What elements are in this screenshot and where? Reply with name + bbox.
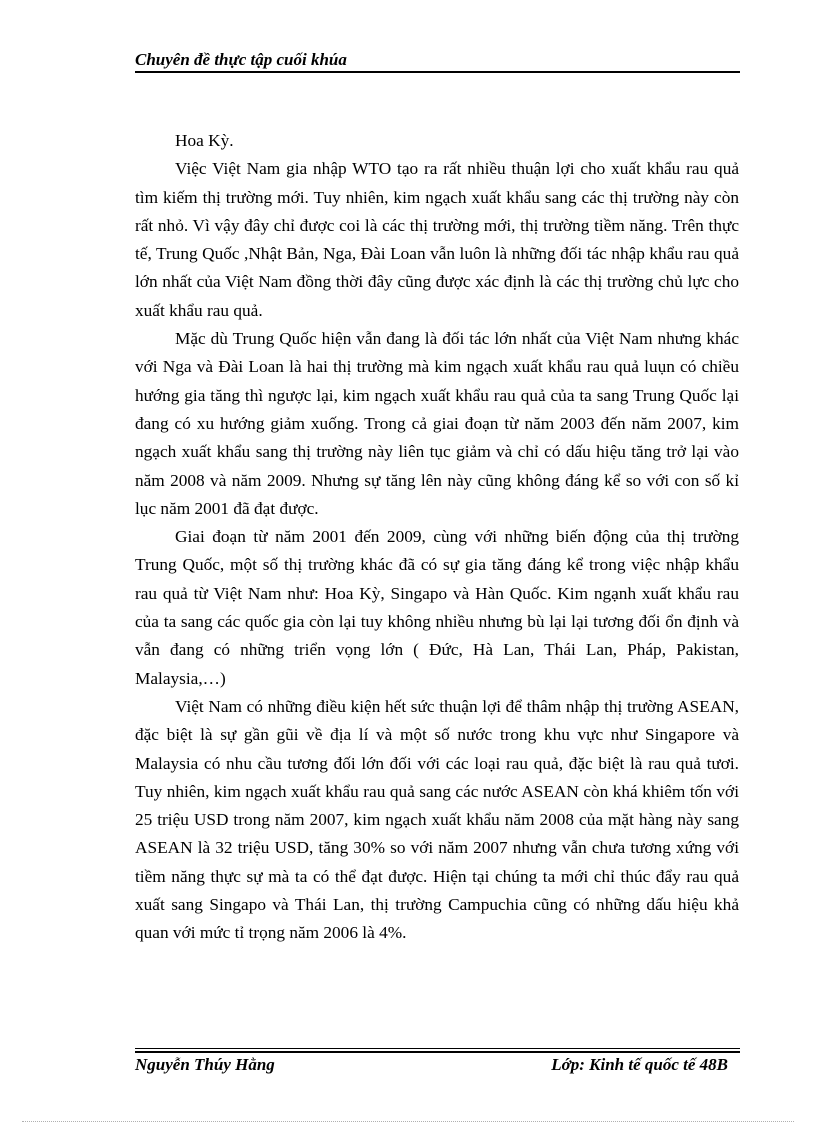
footer-class: Lớp: Kinh tế quốc tế 48B (551, 1055, 728, 1074)
page-edge (22, 1121, 794, 1122)
document-body (135, 127, 739, 948)
footer-rule (135, 1048, 740, 1049)
paragraph: Giai đoạn từ năm 2001 đến 2009, cùng với những biến động của thị trường Trung Quốc, một số thị trường khác đã có sự gia tăng đáng kể trong việc nhập khẩu rau quả từ Việt Nam như: Hoa Kỳ, Singapo và Hàn Quốc. Kim ngạnh xuất khẩu rau của ta sang các quốc gia còn lại tuy không nhiều nhưng bù lại lại tương đối ổn định và vẫn đang có những triển vọng lớn ( Đức, Hà Lan, Thái Lan, Pháp, Pakistan, Malaysia,…) (135, 527, 739, 688)
page-header (135, 50, 740, 72)
page-header-title: Chuyên đề thực tập cuối khúa (135, 50, 347, 69)
paragraph: Việc Việt Nam gia nhập WTO tạo ra rất nhiều thuận lợi cho xuất khẩu rau quả tìm kiếm thị trường mới. Tuy nhiên, kim ngạch xuất khẩu sang các thị trường này còn rất nhỏ. Vì vậy đây chỉ được coi là các thị trường mới, thị trường tiềm năng. Trên thực tế, Trung Quốc ,Nhật Bản, Nga, Đài Loan vẫn luôn là những đối tác nhập khẩu rau quả lớn nhất của Việt Nam đồng thời đây cũng được xác định là các thị trường chủ lực cho xuất khẩu rau quả. (135, 159, 739, 320)
header-rule (135, 71, 740, 73)
paragraph: Mặc dù Trung Quốc hiện vẫn đang là đối tác lớn nhất của Việt Nam nhưng khác với Nga và Đài Loan là hai thị trường mà kim ngạch xuất khẩu rau quả luụn có chiều hướng gia tăng thì ngược lại, kim ngạch xuất khẩu rau quả của ta sang Trung Quốc lại đang có xu hướng giảm xuống. Trong cả giai đoạn từ năm 2003 đến năm 2007, kim ngạch xuất khẩu sang thị trường này liên tục giảm và chỉ có dấu hiệu tăng trở lại vào năm 2008 và năm 2009. Nhưng sự tăng lên này cũng không đáng kể so với con số kỉ lục năm 2001 đã đạt được. (135, 329, 739, 518)
footer-rule (135, 1051, 740, 1053)
paragraph: Việt Nam có những điều kiện hết sức thuận lợi để thâm nhập thị trường ASEAN, đặc biệt là sự gần gũi về địa lí và một số nước trong khu vực như Singapore và Malaysia có nhu cầu tương đối lớn đối với các loại rau quả, đặc biệt là rau quả tươi. Tuy nhiên, kim ngạch xuất khẩu rau quả sang các nước ASEAN còn khá khiêm tốn với 25 triệu USD trong năm 2007, kim ngạch xuất khẩu năm 2008 của mặt hàng này sang ASEAN là 32 triệu USD, tăng 30% so với năm 2007 nhưng vẫn chưa tương xứng với tiềm năng thực sự mà ta có thể đạt được. Hiện tại chúng ta mới chỉ thúc đẩy rau quả xuất sang Singapo và Thái Lan, thị trường Campuchia cũng có những dấu hiệu khả quan với mức tỉ trọng năm 2006 là 4%. (135, 696, 739, 943)
paragraph: Hoa Kỳ. (175, 131, 234, 150)
footer-author: Nguyễn Thúy Hằng (135, 1055, 275, 1074)
